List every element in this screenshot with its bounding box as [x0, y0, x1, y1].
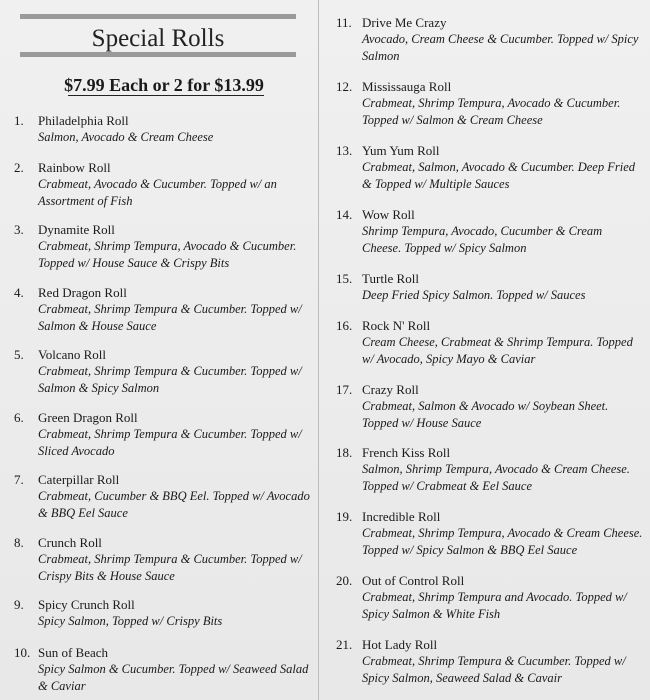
item-number: 18. [336, 445, 353, 460]
item-name: Sun of Beach [38, 645, 109, 660]
item-description: Crabmeat, Cucumber & BBQ Eel. Topped w/ Avocado & BBQ Eel Sauce [38, 489, 310, 520]
item-name: Red Dragon Roll [38, 285, 127, 300]
item-description: Shrimp Tempura, Avocado, Cucumber & Cream Cheese. Topped w/ Spicy Salmon [362, 224, 603, 255]
item-description: Crabmeat, Shrimp Tempura and Avocado. Topped w/ Spicy Salmon & White Fish [362, 590, 627, 621]
item-number: 16. [336, 318, 353, 333]
item-name: Crazy Roll [362, 382, 419, 397]
item-number: 21. [336, 637, 353, 652]
column-divider [318, 0, 319, 700]
item-name: Incredible Roll [362, 509, 441, 524]
item-number: 8. [14, 535, 24, 550]
item-name: Yum Yum Roll [362, 143, 440, 158]
title-rule-top [20, 14, 296, 19]
item-name: Turtle Roll [362, 271, 419, 286]
item-name: Drive Me Crazy [362, 15, 447, 30]
item-number: 20. [336, 573, 353, 588]
item-number: 1. [14, 113, 24, 128]
item-description: Crabmeat, Shrimp Tempura, Avocado & Cucumber. Topped w/ House Sauce & Crispy Bits [38, 239, 297, 270]
item-name: Dynamite Roll [38, 222, 115, 237]
item-description: Spicy Salmon, Topped w/ Crispy Bits [38, 614, 223, 628]
item-number: 4. [14, 285, 24, 300]
item-number: 10. [14, 645, 31, 660]
item-description: Salmon, Avocado & Cream Cheese [38, 130, 214, 144]
item-number: 2. [14, 160, 24, 175]
item-number: 15. [336, 271, 353, 286]
item-number: 14. [336, 207, 353, 222]
item-description: Crabmeat, Avocado & Cucumber. Topped w/ an Assortment of Fish [38, 177, 277, 208]
item-name: French Kiss Roll [362, 445, 451, 460]
item-description: Crabmeat, Shrimp Tempura & Cucumber. Topped w/ Salmon & Spicy Salmon [38, 364, 302, 395]
item-description: Crabmeat, Shrimp Tempura & Cucumber. Topped w/ Crispy Bits & House Sauce [38, 552, 302, 583]
item-number: 11. [336, 15, 352, 30]
item-number: 19. [336, 509, 353, 524]
item-number: 12. [336, 79, 353, 94]
item-name: Out of Control Roll [362, 573, 465, 588]
item-name: Volcano Roll [38, 347, 107, 362]
price-heading: $7.99 Each or 2 for $13.99 [64, 75, 264, 95]
title-rule-bottom [20, 52, 296, 57]
item-description: Deep Fried Spicy Salmon. Topped w/ Sauces [362, 288, 586, 302]
item-description: Crabmeat, Salmon, Avocado & Cucumber. Deep Fried & Topped w/ Multiple Sauces [362, 160, 635, 191]
item-name: Philadelphia Roll [38, 113, 129, 128]
item-number: 13. [336, 143, 353, 158]
item-name: Caterpillar Roll [38, 472, 120, 487]
item-name: Spicy Crunch Roll [38, 597, 135, 612]
item-description: Salmon, Shrimp Tempura, Avocado & Cream Cheese. Topped w/ Crabmeat & Eel Sauce [362, 462, 630, 493]
item-description: Spicy Salmon & Cucumber. Topped w/ Seaweed Salad & Caviar [38, 662, 309, 693]
item-description: Crabmeat, Shrimp Tempura, Avocado & Cream Cheese. Topped w/ Spicy Salmon & BBQ Eel Sauce [362, 526, 643, 557]
price-underline [68, 95, 264, 96]
item-description: Crabmeat, Salmon & Avocado w/ Soybean Sheet. Topped w/ House Sauce [362, 399, 609, 430]
item-name: Rock N' Roll [362, 318, 431, 333]
item-number: 9. [14, 597, 24, 612]
item-name: Mississauga Roll [362, 79, 452, 94]
item-description: Crabmeat, Shrimp Tempura & Cucumber. Topped w/ Sliced Avocado [38, 427, 302, 458]
item-number: 5. [14, 347, 24, 362]
item-name: Crunch Roll [38, 535, 102, 550]
page-title: Special Rolls [91, 25, 225, 52]
item-number: 17. [336, 382, 353, 397]
item-name: Hot Lady Roll [362, 637, 438, 652]
item-description: Crabmeat, Shrimp Tempura, Avocado & Cucumber. Topped w/ Salmon & Cream Cheese [362, 96, 621, 127]
item-number: 6. [14, 410, 24, 425]
item-name: Wow Roll [362, 207, 415, 222]
item-description: Crabmeat, Shrimp Tempura & Cucumber. Topped w/ Salmon & House Sauce [38, 302, 302, 333]
item-number: 3. [14, 222, 24, 237]
item-description: Cream Cheese, Crabmeat & Shrimp Tempura. Topped w/ Avocado, Spicy Mayo & Caviar [362, 335, 633, 366]
item-description: Crabmeat, Shrimp Tempura & Cucumber. Topped w/ Spicy Salmon, Seaweed Salad & Cavair [362, 654, 626, 685]
item-name: Rainbow Roll [38, 160, 111, 175]
item-name: Green Dragon Roll [38, 410, 138, 425]
item-number: 7. [14, 472, 24, 487]
item-description: Avocado, Cream Cheese & Cucumber. Topped w/ Spicy Salmon [362, 32, 639, 63]
